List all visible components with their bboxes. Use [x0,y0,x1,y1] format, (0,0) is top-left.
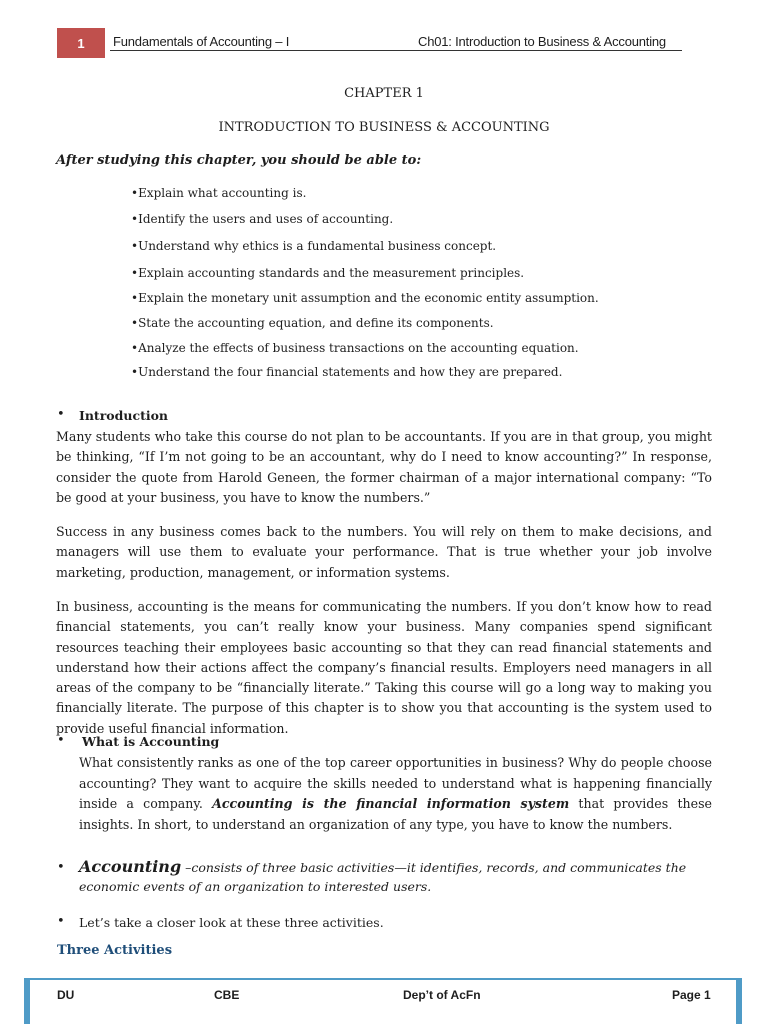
closer-look-bullet: • [57,914,65,929]
accounting-definition-text: –consists of three basic activities—it identifies, records, and communicates the economic events of an organization to interested users. [79,860,687,894]
what-is-accounting-paragraph [79,753,712,835]
introduction-paragraph-3: In business, accounting is the means for communicating the numbers. If you don’t know how to read financial statements, you can’t really know your business. Many companies spend significant resources teaching their employees basic accounting so that they can read financial statements and understand how their actions affect the company’s financial results. Employers need managers in all areas of the company to be “financially literate.” Taking this course will go a long way to making you financially literate. The purpose of this chapter is to show you that accounting is the system used to provide useful financial information. [56,599,712,736]
three-activities-heading: Three Activities [57,943,173,958]
objective-item: •Explain the monetary unit assumption and the economic entity assumption. [131,291,599,305]
closer-look-text: Let’s take a closer look at these three activities. [79,915,384,930]
header-rule [110,50,682,51]
header-course-title: Fundamentals of Accounting – I [113,34,290,49]
what-is-accounting-bullet: • [57,733,65,748]
objective-item: •Understand the four financial statements and how they are prepared. [131,365,563,379]
accounting-definition [79,857,714,896]
objective-item: •Understand why ethics is a fundamental business concept. [131,239,497,253]
objective-item: •Explain what accounting is. [131,186,307,200]
paragraph-text: that provides these insights. In short, to understand an organization of any type, you have to know the numbers. [79,796,712,832]
page-number-badge: 1 [57,28,105,58]
emphasis-text: Accounting is the financial information system [212,796,570,812]
page-footer [24,978,742,1024]
objective-item: •State the accounting equation, and define its components. [131,316,494,330]
chapter-title: INTRODUCTION TO BUSINESS & ACCOUNTING [218,120,550,135]
what-is-accounting-heading: What is Accounting [82,734,220,749]
objective-item: •Explain accounting standards and the measurement principles. [131,266,525,280]
chapter-number: CHAPTER 1 [344,86,424,101]
header-chapter-reference: Ch01: Introduction to Business & Accounting [418,34,666,49]
introduction-bullet: • [57,407,65,422]
accounting-definition-bullet: • [57,860,65,875]
introduction-heading: Introduction [79,408,169,423]
introduction-paragraph-1: Many students who take this course do not plan to be accountants. If you are in that group, you might be thinking, “If I’m not going to be an accountant, why do I need to know accounting?” In response, consider the quote from Harold Geneen, the former chairman of a major international company: “To be good at your business, you have to know the numbers.” [56,429,712,505]
accounting-term: Accounting [79,857,182,876]
footer-college: CBE [214,988,240,1002]
paragraph-text: What consistently ranks as one of the top career opportunities in business? Why do people choose accounting? They want to acquire the skills needed to understand what is happening financially inside a company. [79,755,712,812]
objectives-intro: After studying this chapter, you should be able to: [56,153,422,168]
footer-university: DU [57,988,75,1002]
objective-item: •Identify the users and uses of accounting. [131,212,394,226]
introduction-paragraph-2: Success in any business comes back to the numbers. You will rely on them to make decisions, and managers will use them to evaluate your performance. That is true whether your job involve marketing, production, management, or information systems. [56,524,712,580]
footer-page-label: Page 1 [672,988,711,1002]
objective-item: •Analyze the effects of business transactions on the accounting equation. [131,341,579,355]
footer-department: Dep’t of AcFn [403,988,481,1002]
